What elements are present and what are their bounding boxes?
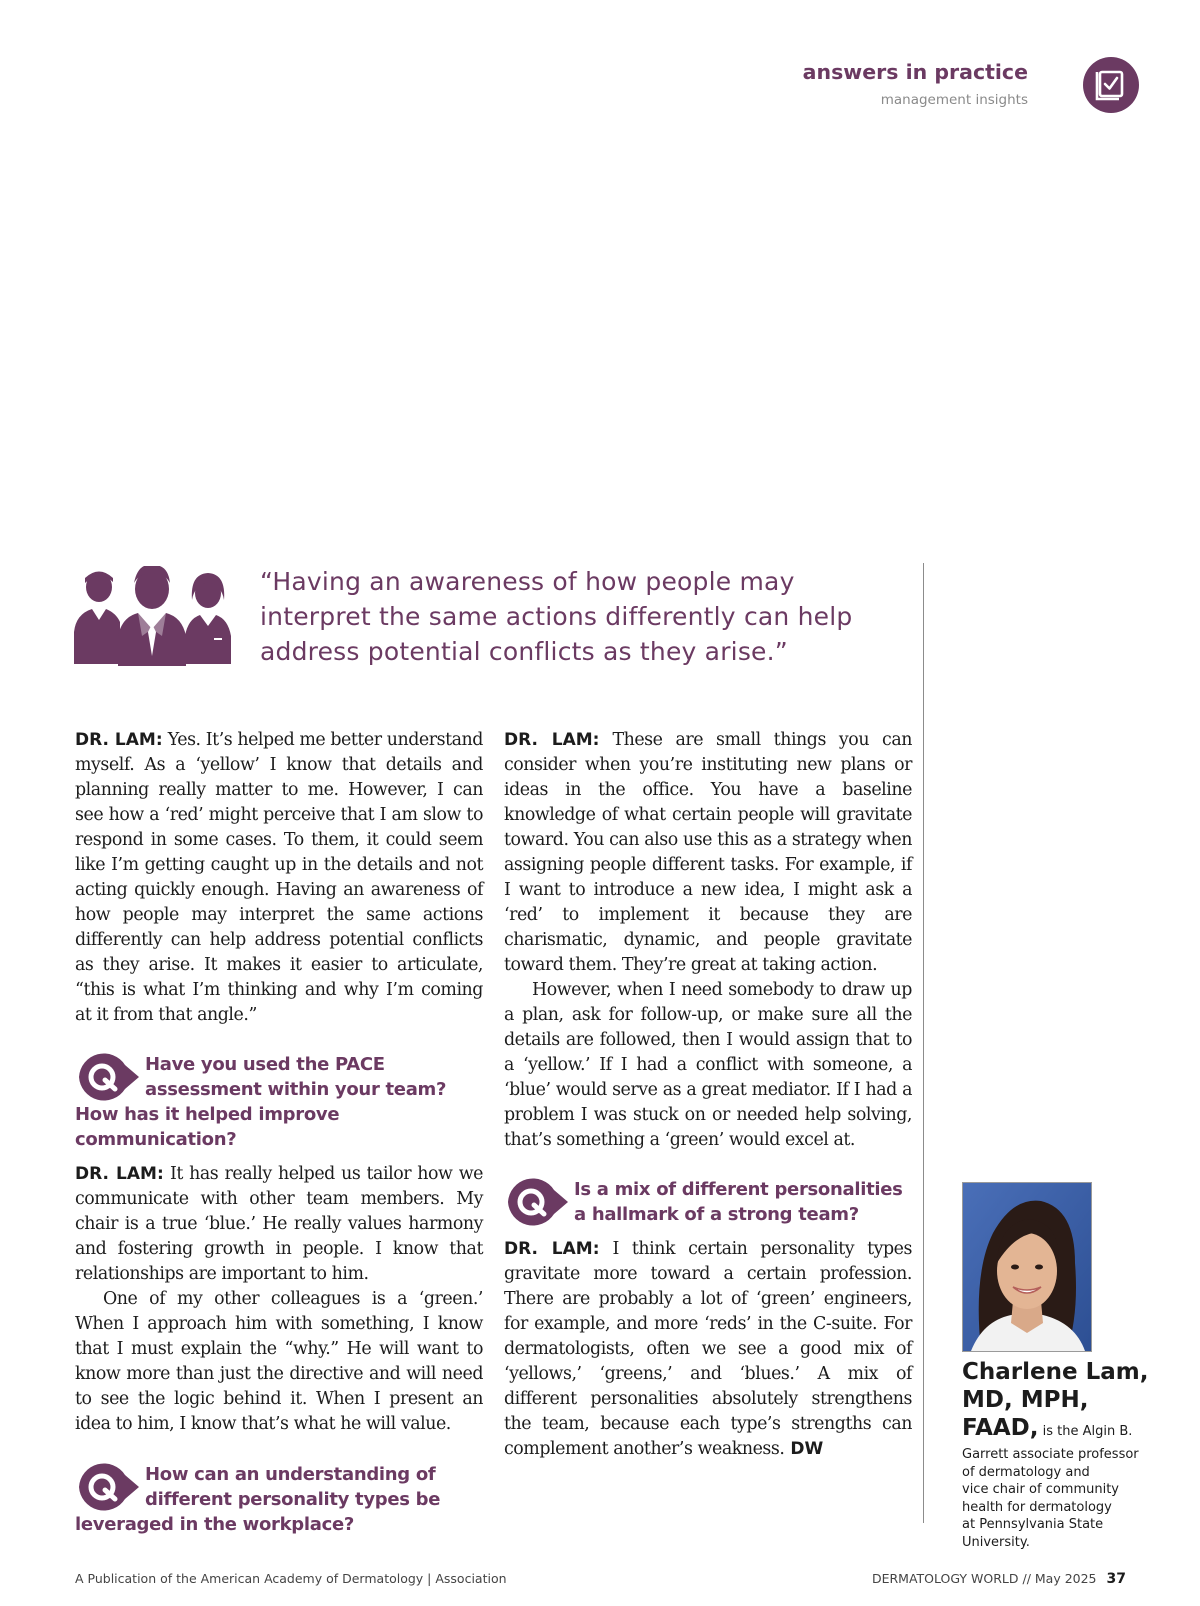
author-bio-lead: is the Algin B.	[1038, 1424, 1133, 1439]
answer-paragraph	[75, 728, 483, 1028]
question-block	[75, 1052, 483, 1152]
speaker-label: DR. LAM:	[75, 730, 163, 750]
article-column-2	[504, 728, 912, 1462]
author-bio: Garrett associate professor of dermatology and vice chair of community health for dermatology at Pennsylvania State University.	[962, 1447, 1139, 1550]
end-mark: DW	[784, 1439, 824, 1459]
checklist-icon	[1083, 57, 1139, 113]
author-name: Charlene Lam, MD, MPH,	[962, 1359, 1149, 1413]
section-title: answers in practice	[802, 60, 1028, 84]
answer-text: I think certain personality types gravitate more toward a certain profession. There are probably a lot of ‘green’ engineers, for example, and more ‘reds’ in the C-suite. For dermatologists, often we see a good mix of ‘yellows,’ ‘greens,’ and ‘blues.’ A mix of different personalities absolutely strengthens the team, because each type’s strengths can complement another’s weakness.	[504, 1239, 912, 1459]
question-block	[504, 1177, 912, 1227]
team-people-icon	[72, 566, 232, 670]
question-q-icon	[75, 1052, 141, 1102]
question-block	[75, 1462, 483, 1537]
question-text: How can an understanding of different personality types be leveraged in the workplace?	[75, 1464, 441, 1535]
answer-paragraph: However, when I need somebody to draw up a plan, ask for follow-up, or make sure all the details are followed, then I would assign that to a ‘yellow.’ If I had a conflict with someone, a ‘blue’ would serve as a great mediator. If I had a problem I was stuck on or needed help solving, that’s something a ‘green’ would excel at.	[504, 980, 912, 1150]
question-text: Is a mix of different personalities a hallmark of a strong team?	[574, 1179, 903, 1225]
section-subtitle: management insights	[880, 92, 1028, 108]
column-divider	[923, 563, 924, 1523]
author-credential: FAAD,	[962, 1415, 1039, 1441]
answer-paragraph	[504, 1237, 912, 1462]
answer-paragraph	[504, 728, 912, 978]
pull-quote: “Having an awareness of how people may interpret the same actions differently can help address potential conflicts as they arise.”	[260, 567, 853, 666]
author-photo	[962, 1182, 1092, 1352]
answer-paragraph: One of my other colleagues is a ‘green.’ When I approach him with something, I know that I must explain the “why.” He will want to know more than just the directive and will need to see the logic behind it. When I present an idea to him, I know that’s what he will value.	[75, 1289, 483, 1434]
article-column-1	[75, 728, 483, 1537]
page-number: 37	[1106, 1571, 1126, 1587]
magazine-issue: DERMATOLOGY WORLD // May 2025	[871, 1571, 1097, 1586]
question-q-icon	[75, 1462, 141, 1512]
answer-text: These are small things you can consider when you’re instituting new plans or ideas in the office. You have a baseline knowledge of what certain people will gravitate toward. You can also use this as a strategy when assigning people different tasks. For example, if I want to introduce a new idea, I might ask a ‘red’ to implement it because they are charismatic, dynamic, and people gravitate toward them. They’re great at taking action.	[504, 730, 912, 975]
answer-text: It has really helped us tailor how we communicate with other team members. My chair is a true ‘blue.’ He really values harmony and fostering growth in people. I know that relationships are important to him.	[75, 1164, 483, 1284]
speaker-label: DR. LAM:	[504, 1239, 600, 1259]
folio	[872, 1571, 1126, 1587]
question-text: Have you used the PACE assessment within your team? How has it helped improve communication?	[75, 1054, 447, 1150]
publication-credit: A Publication of the American Academy of Dermatology | Association	[75, 1571, 507, 1586]
speaker-label: DR. LAM:	[504, 730, 600, 750]
question-q-icon	[504, 1177, 570, 1227]
speaker-label: DR. LAM:	[75, 1164, 164, 1184]
author-credential-line	[962, 1414, 1132, 1442]
answer-paragraph	[75, 1162, 483, 1287]
answer-text: Yes. It’s helped me better understand myself. As a ‘yellow’ I know that details and planning really matter to me. However, I can see how a ‘red’ might perceive that I am slow to respond in some cases. To them, it could seem like I’m getting caught up in the details and not acting quickly enough. Having an awareness of how people may interpret the same actions differently can help address potential conflicts as they arise. It makes it easier to articulate, “this is what I’m thinking and why I’m coming at it from that angle.”	[75, 730, 483, 1025]
